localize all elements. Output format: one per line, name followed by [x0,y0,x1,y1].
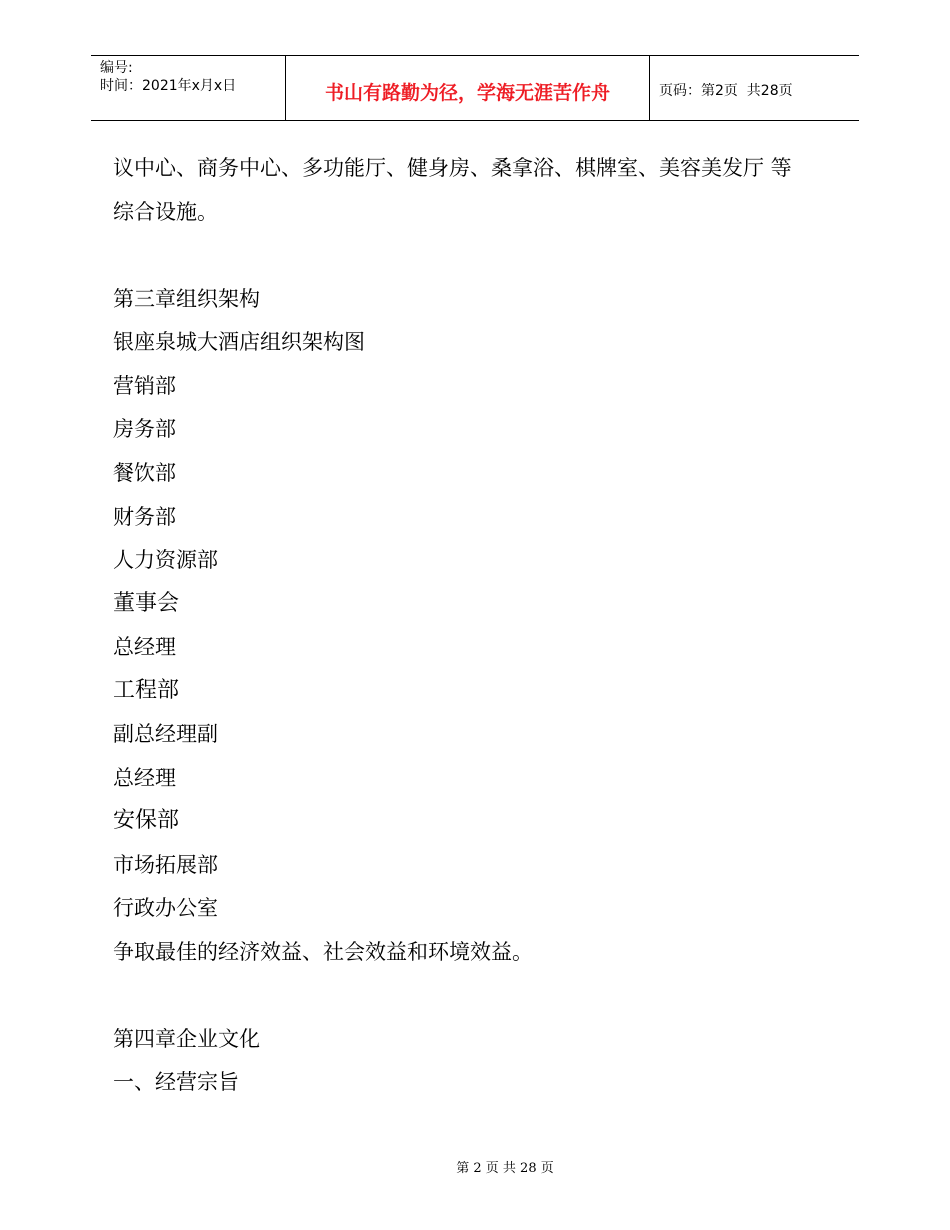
paragraph-facilities-line-1: 议中心、商务中心、多功能厅、健身房、桑拿浴、棋牌室、美容美发厅 等 [113,156,792,180]
org-chart-title: 银座泉城大酒店组织架构图 [113,330,365,354]
dept-food-beverage: 餐饮部 [113,461,176,485]
paragraph-facilities-line-2: 综合设施。 [113,200,218,224]
board-of-directors: 董事会 [113,591,180,616]
section-heading-business-purpose: 一、经营宗旨 [113,1070,239,1094]
dept-rooms: 房务部 [113,417,176,441]
dept-security: 安保部 [113,808,180,833]
document-time-label: 时间：2021年x月x日 [100,78,237,94]
header-motto: 书山有路勤为径，学海无涯苦作舟 [286,56,650,120]
dept-hr: 人力资源部 [113,548,218,572]
dept-market-development: 市场拓展部 [113,853,218,877]
deputy-gm: 副总经理副 [113,722,218,746]
general-manager: 总经理 [113,635,176,659]
page-header [91,55,859,121]
dept-marketing: 营销部 [113,374,176,398]
document-code-label: 编号: [100,60,133,76]
header-meta [91,56,286,120]
chapter-heading-4: 第四章企业文化 [113,1027,260,1051]
general-manager-2: 总经理 [113,766,176,790]
header-page-label: 页码：第2页 共28页 [659,83,793,99]
paragraph-goals: 争取最佳的经济效益、社会效益和环境效益。 [113,940,533,964]
chapter-heading-3: 第三章组织架构 [113,287,260,311]
dept-admin-office: 行政办公室 [113,896,218,920]
dept-engineering: 工程部 [113,678,180,703]
header-page-number [650,56,859,120]
dept-finance: 财务部 [113,505,176,529]
page-footer: 第 2 页 共 28 页 [456,1161,554,1176]
